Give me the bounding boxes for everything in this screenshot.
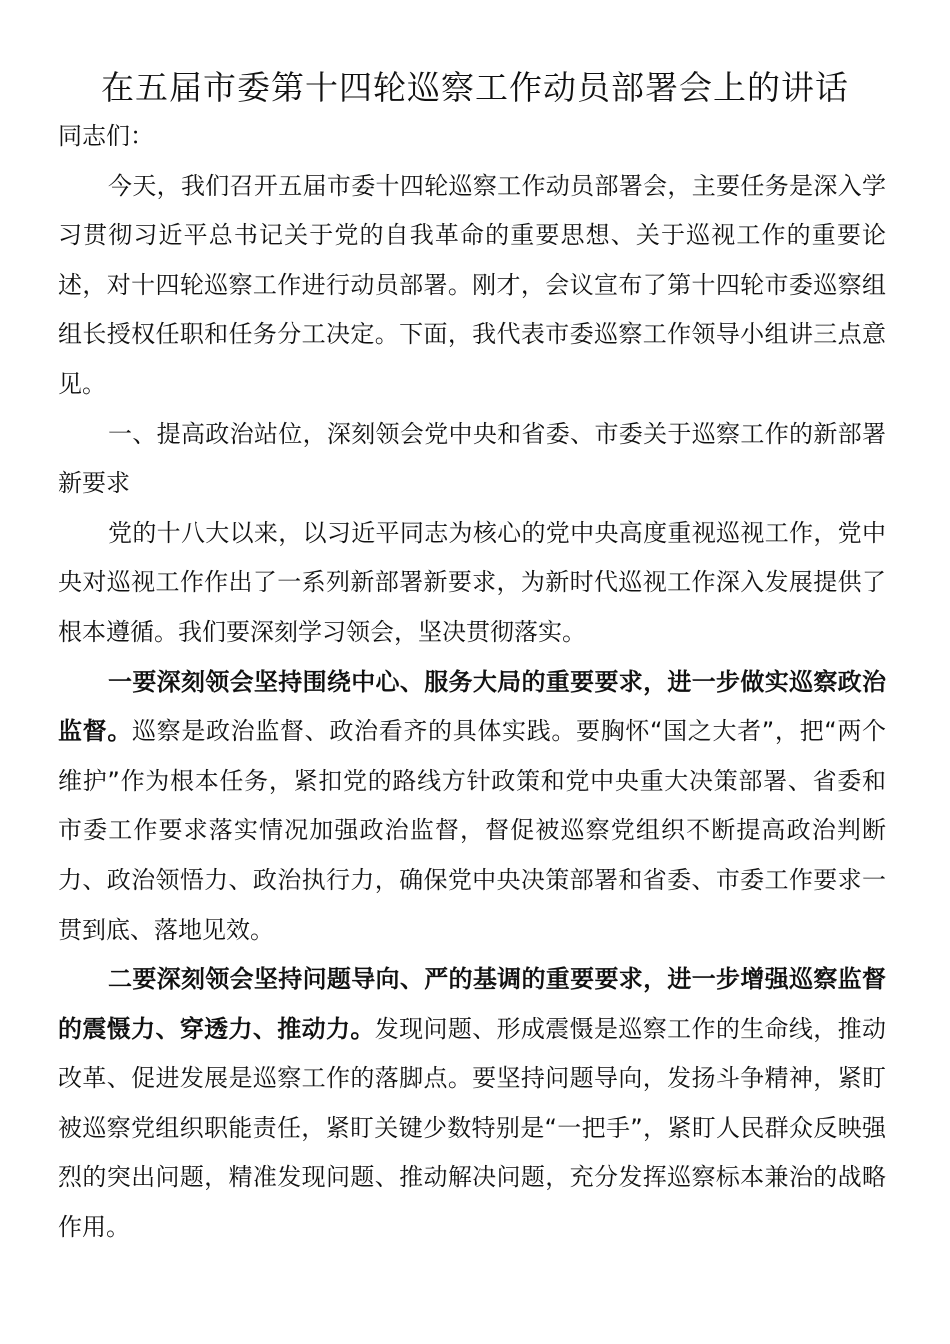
point-2-heading: 二要深刻领会坚持问题导向、严的基调的重要要求，进一步增强巡察监督的震慑力、穿透力、推动力。 [58,965,886,1043]
point-2-paragraph [58,955,886,1253]
point-2-text: 发现问题、形成震慑是巡察工作的生命线，推动改革、促进发展是巡察工作的落脚点。要坚持问题导向，发扬斗争精神，紧盯被巡察党组织职能责任，紧盯关键少数特别是“一把手”，紧盯人民群众反映强烈的突出问题，精准发现问题、推动解决问题，充分发挥巡察标本兼治的战略作用。 [58,1014,887,1242]
intro-paragraph: 今天，我们召开五届市委十四轮巡察工作动员部署会，主要任务是深入学习贯彻习近平总书记关于党的自我革命的重要思想、关于巡视工作的重要论述，对十四轮巡察工作进行动员部署。刚才，会议宣布了第十四轮市委巡察组组长授权任职和任务分工决定。下面，我代表市委巡察工作领导小组讲三点意见。 [58,171,886,398]
document-body [58,112,886,1253]
section-1-heading: 一、提高政治站位，深刻领会党中央和省委、市委关于巡察工作的新部署新要求 [58,419,886,498]
point-1-paragraph [58,658,886,956]
document-title: 在五届市委第十四轮巡察工作动员部署会上的讲话 [101,68,849,107]
point-1-heading: 一要深刻领会坚持围绕中心、服务大局的重要要求，进一步做实巡察政治监督。 [58,667,886,746]
point-1-text: 巡察是政治监督、政治看齐的具体实践。要胸怀“国之大者”，把“两个维护”作为根本任务，紧扣党的路线方针政策和党中央重大决策部署、省委和市委工作要求落实情况加强政治监督，督促被巡察党组织不断提高政治判断力、政治领悟力、政治执行力，确保党中央决策部署和省委、市委工作要求一贯到底、落地见效。 [58,717,886,944]
section-1-paragraph: 党的十八大以来，以习近平同志为核心的党中央高度重视巡视工作，党中央对巡视工作作出了一系列新部署新要求，为新时代巡视工作深入发展提供了根本遵循。我们要深刻学习领会，坚决贯彻落实。 [58,518,886,646]
greeting: 同志们： [58,122,154,150]
